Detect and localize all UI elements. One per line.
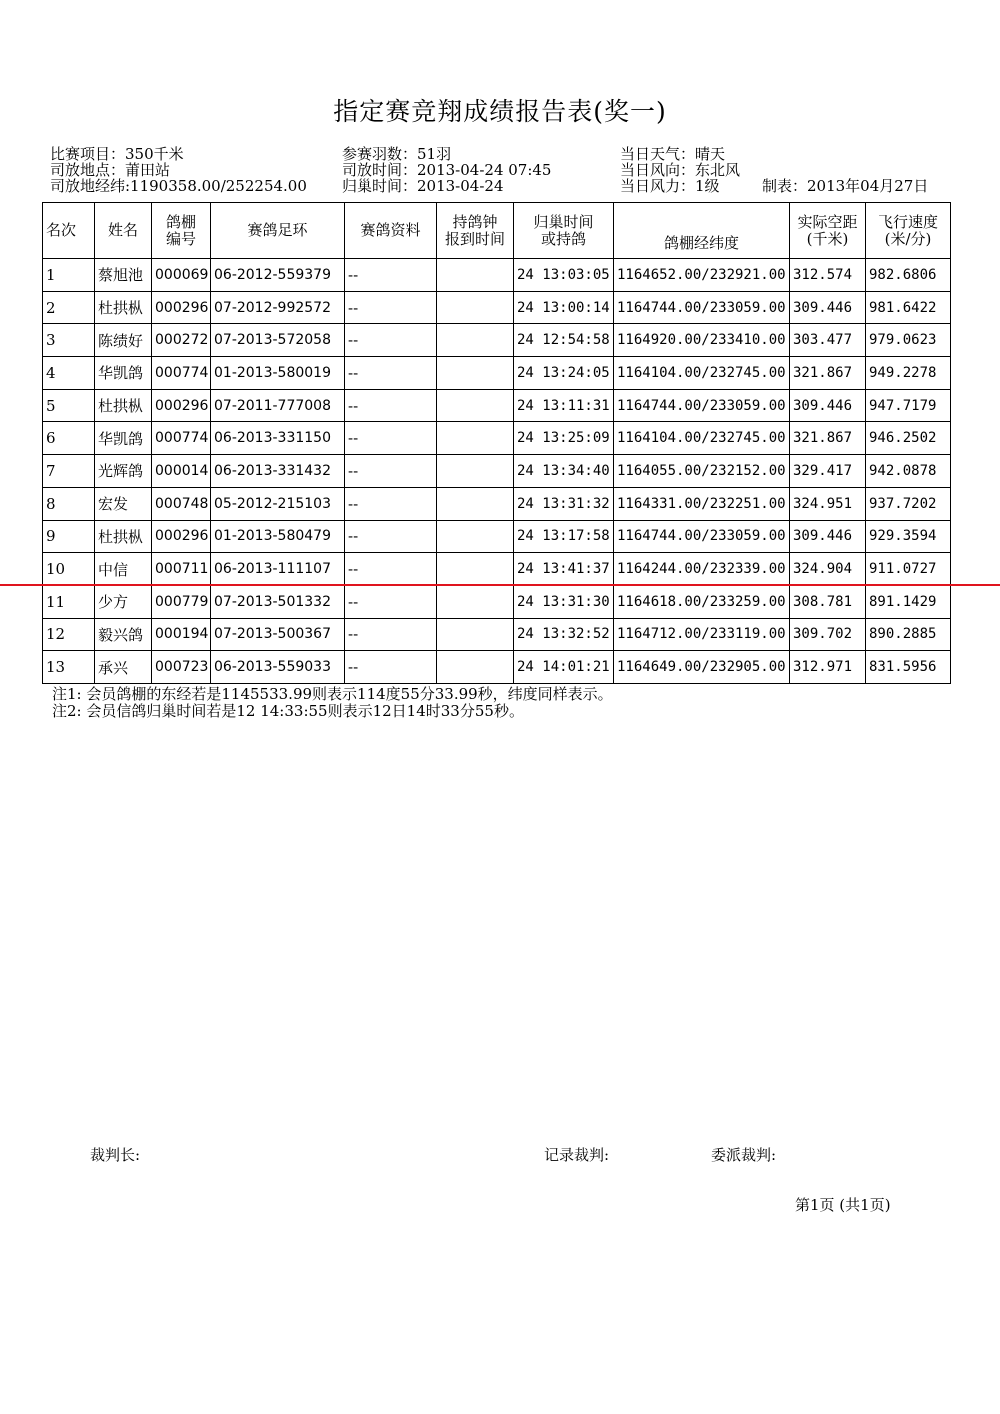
cell-arrival-time: 24 13:11:31 <box>514 389 614 422</box>
note-1: 注1: 会员鸽棚的东经若是1145533.99则表示114度55分33.99秒，纬度同样表示。 <box>52 685 613 703</box>
cell-rank: 3 <box>43 324 95 357</box>
cell-loft-id: 000194 <box>152 618 211 651</box>
cell-clock-time <box>437 520 514 553</box>
cell-name: 杜拱枞 <box>95 389 152 422</box>
cell-pigeon-info: -- <box>345 324 437 357</box>
cell-speed: 937.7202 <box>866 487 951 520</box>
table-row <box>43 553 951 586</box>
table-row <box>43 389 951 422</box>
cell-speed: 911.0727 <box>866 553 951 586</box>
header-distance <box>790 203 866 259</box>
cell-clock-time <box>437 618 514 651</box>
cell-clock-time <box>437 422 514 455</box>
cell-loft-coords: 1164744.00/233059.00 <box>614 389 790 422</box>
cell-arrival-time: 24 13:17:58 <box>514 520 614 553</box>
cell-ring: 07-2013-500367 <box>211 618 345 651</box>
cell-arrival-time: 24 13:24:05 <box>514 357 614 390</box>
cell-rank: 2 <box>43 291 95 324</box>
cell-arrival-time: 24 13:03:05 <box>514 259 614 292</box>
header-line: 归巢时间 <box>533 212 594 231</box>
cell-rank: 6 <box>43 422 95 455</box>
header-arrival-time <box>514 203 614 259</box>
cell-distance: 329.417 <box>790 455 866 488</box>
cell-loft-coords: 1164652.00/232921.00 <box>614 259 790 292</box>
cell-ring: 07-2011-777008 <box>211 389 345 422</box>
cell-loft-id: 000296 <box>152 291 211 324</box>
results-table <box>42 202 951 684</box>
cell-loft-id: 000748 <box>152 487 211 520</box>
info-wind-force: 当日风力：1级 <box>620 177 720 195</box>
info-project: 比赛项目：350千米 <box>50 145 184 163</box>
cell-loft-id: 000723 <box>152 651 211 684</box>
cell-arrival-time: 24 13:32:52 <box>514 618 614 651</box>
cell-distance: 309.446 <box>790 291 866 324</box>
cell-loft-coords: 1164055.00/232152.00 <box>614 455 790 488</box>
cell-clock-time <box>437 259 514 292</box>
cell-distance: 308.781 <box>790 585 866 618</box>
info-release-place: 司放地点：莆田站 <box>50 161 171 179</box>
table-row <box>43 651 951 684</box>
cell-clock-time <box>437 585 514 618</box>
cell-distance: 312.574 <box>790 259 866 292</box>
cell-ring: 06-2013-331432 <box>211 455 345 488</box>
cell-ring: 05-2012-215103 <box>211 487 345 520</box>
info-return-time: 归巢时间：2013-04-24 <box>342 177 504 195</box>
cell-loft-coords: 1164920.00/233410.00 <box>614 324 790 357</box>
cell-clock-time <box>437 487 514 520</box>
cell-pigeon-info: -- <box>345 422 437 455</box>
cell-distance: 324.904 <box>790 553 866 586</box>
cell-loft-coords: 1164104.00/232745.00 <box>614 357 790 390</box>
cell-rank: 1 <box>43 259 95 292</box>
table-header-row <box>43 203 951 259</box>
cell-speed: 982.6806 <box>866 259 951 292</box>
cell-name: 杜拱枞 <box>95 520 152 553</box>
cell-arrival-time: 24 13:00:14 <box>514 291 614 324</box>
cell-speed: 949.2278 <box>866 357 951 390</box>
cell-clock-time <box>437 553 514 586</box>
report-title: 指定赛竞翔成绩报告表(奖一) <box>333 97 667 126</box>
cell-pigeon-info: -- <box>345 259 437 292</box>
cell-loft-coords: 1164744.00/233059.00 <box>614 520 790 553</box>
cell-ring: 06-2013-331150 <box>211 422 345 455</box>
cell-pigeon-info: -- <box>345 357 437 390</box>
cell-ring: 06-2013-559033 <box>211 651 345 684</box>
header-speed-label <box>869 214 947 248</box>
info-release-coords: 司放地经纬:1190358.00/252254.00 <box>50 177 307 195</box>
cell-pigeon-info: -- <box>345 487 437 520</box>
header-line: 编号 <box>165 229 196 248</box>
cell-pigeon-info: -- <box>345 389 437 422</box>
info-release-time: 司放时间：2013-04-24 07:45 <box>342 161 552 179</box>
info-wind-direction: 当日风向：东北风 <box>620 161 741 179</box>
table-row <box>43 422 951 455</box>
cell-loft-id: 000296 <box>152 520 211 553</box>
chief-referee-label: 裁判长: <box>90 1146 141 1164</box>
cell-clock-time <box>437 389 514 422</box>
cell-name: 宏发 <box>95 487 152 520</box>
cell-arrival-time: 24 14:01:21 <box>514 651 614 684</box>
cell-distance: 312.971 <box>790 651 866 684</box>
header-line: 或持鸽 <box>540 229 586 248</box>
cell-pigeon-info: -- <box>345 553 437 586</box>
cell-pigeon-info: -- <box>345 651 437 684</box>
red-marker-line <box>0 584 1000 586</box>
header-line: (千米) <box>806 229 849 248</box>
info-made-date: 制表：2013年04月27日 <box>762 177 929 195</box>
cell-ring: 01-2013-580019 <box>211 357 345 390</box>
header-ring: 赛鸽足环 <box>211 203 345 259</box>
cell-rank: 4 <box>43 357 95 390</box>
cell-arrival-time: 24 13:41:37 <box>514 553 614 586</box>
cell-clock-time <box>437 291 514 324</box>
cell-speed: 890.2885 <box>866 618 951 651</box>
cell-name: 蔡旭池 <box>95 259 152 292</box>
cell-rank: 13 <box>43 651 95 684</box>
cell-distance: 309.446 <box>790 520 866 553</box>
cell-rank: 9 <box>43 520 95 553</box>
cell-arrival-time: 24 13:34:40 <box>514 455 614 488</box>
table-row <box>43 455 951 488</box>
header-distance-label <box>793 214 862 248</box>
table-row <box>43 487 951 520</box>
header-name: 姓名 <box>95 203 152 259</box>
cell-loft-coords: 1164649.00/232905.00 <box>614 651 790 684</box>
header-line: 飞行速度 <box>877 212 938 231</box>
cell-name: 华凯鸽 <box>95 357 152 390</box>
info-weather: 当日天气：晴天 <box>620 145 726 163</box>
cell-speed: 942.0878 <box>866 455 951 488</box>
cell-arrival-time: 24 13:31:32 <box>514 487 614 520</box>
cell-loft-coords: 1164104.00/232745.00 <box>614 422 790 455</box>
recording-referee-label: 记录裁判: <box>544 1146 610 1164</box>
cell-loft-id: 000774 <box>152 357 211 390</box>
cell-loft-coords: 1164712.00/233119.00 <box>614 618 790 651</box>
header-line: 实际空距 <box>797 212 858 231</box>
cell-loft-id: 000069 <box>152 259 211 292</box>
cell-pigeon-info: -- <box>345 455 437 488</box>
cell-rank: 11 <box>43 585 95 618</box>
cell-name: 光辉鸽 <box>95 455 152 488</box>
cell-loft-coords: 1164618.00/233259.00 <box>614 585 790 618</box>
header-rank: 名次 <box>43 203 95 259</box>
cell-clock-time <box>437 651 514 684</box>
cell-ring: 06-2012-559379 <box>211 259 345 292</box>
cell-rank: 12 <box>43 618 95 651</box>
cell-loft-coords: 1164744.00/233059.00 <box>614 291 790 324</box>
cell-clock-time <box>437 357 514 390</box>
cell-ring: 07-2013-572058 <box>211 324 345 357</box>
cell-speed: 891.1429 <box>866 585 951 618</box>
cell-pigeon-info: -- <box>345 520 437 553</box>
header-speed <box>866 203 951 259</box>
cell-loft-coords: 1164244.00/232339.00 <box>614 553 790 586</box>
note-2: 注2: 会员信鸽归巢时间若是12 14:33:55则表示12日14时33分55秒。 <box>52 702 524 720</box>
cell-arrival-time: 24 13:31:30 <box>514 585 614 618</box>
cell-loft-id: 000779 <box>152 585 211 618</box>
cell-rank: 7 <box>43 455 95 488</box>
cell-clock-time <box>437 455 514 488</box>
header-line: 鸽棚 <box>165 212 196 231</box>
cell-distance: 324.951 <box>790 487 866 520</box>
cell-pigeon-info: -- <box>345 291 437 324</box>
cell-speed: 947.7179 <box>866 389 951 422</box>
header-pigeon-info: 赛鸽资料 <box>345 203 437 259</box>
cell-speed: 946.2502 <box>866 422 951 455</box>
cell-name: 华凯鸽 <box>95 422 152 455</box>
cell-name: 承兴 <box>95 651 152 684</box>
cell-rank: 5 <box>43 389 95 422</box>
cell-loft-id: 000296 <box>152 389 211 422</box>
cell-name: 陈绩好 <box>95 324 152 357</box>
results-body <box>43 259 951 684</box>
cell-arrival-time: 24 13:25:09 <box>514 422 614 455</box>
cell-loft-coords: 1164331.00/232251.00 <box>614 487 790 520</box>
cell-ring: 07-2012-992572 <box>211 291 345 324</box>
cell-distance: 321.867 <box>790 422 866 455</box>
cell-clock-time <box>437 324 514 357</box>
header-line: 报到时间 <box>444 229 505 248</box>
info-entries: 参赛羽数：51羽 <box>342 145 452 163</box>
cell-distance: 309.702 <box>790 618 866 651</box>
cell-name: 少方 <box>95 585 152 618</box>
header-line: 持鸽钟 <box>452 212 498 231</box>
cell-loft-id: 000272 <box>152 324 211 357</box>
table-row <box>43 324 951 357</box>
header-loft-id <box>152 203 211 259</box>
page-number: 第1页 (共1页) <box>795 1196 891 1214</box>
table-row <box>43 357 951 390</box>
header-clock-time-label <box>440 214 510 248</box>
cell-rank: 8 <box>43 487 95 520</box>
cell-name: 中信 <box>95 553 152 586</box>
header-arrival-time-label <box>517 214 610 248</box>
cell-loft-id: 000014 <box>152 455 211 488</box>
cell-speed: 981.6422 <box>866 291 951 324</box>
cell-loft-id: 000774 <box>152 422 211 455</box>
table-row <box>43 618 951 651</box>
table-row <box>43 585 951 618</box>
table-row <box>43 520 951 553</box>
cell-arrival-time: 24 12:54:58 <box>514 324 614 357</box>
cell-pigeon-info: -- <box>345 585 437 618</box>
header-loft-coords: 鸽棚经纬度 <box>614 203 790 259</box>
cell-speed: 929.3594 <box>866 520 951 553</box>
cell-name: 毅兴鸽 <box>95 618 152 651</box>
cell-ring: 07-2013-501332 <box>211 585 345 618</box>
header-clock-time <box>437 203 514 259</box>
cell-ring: 01-2013-580479 <box>211 520 345 553</box>
notes <box>52 686 613 720</box>
header-line: (米/分) <box>884 229 932 248</box>
cell-name: 杜拱枞 <box>95 291 152 324</box>
cell-speed: 979.0623 <box>866 324 951 357</box>
delegate-referee-label: 委派裁判: <box>711 1146 777 1164</box>
cell-distance: 309.446 <box>790 389 866 422</box>
cell-rank: 10 <box>43 553 95 586</box>
cell-ring: 06-2013-111107 <box>211 553 345 586</box>
cell-distance: 321.867 <box>790 357 866 390</box>
cell-pigeon-info: -- <box>345 618 437 651</box>
cell-speed: 831.5956 <box>866 651 951 684</box>
header-loft-id-label <box>155 214 207 248</box>
cell-distance: 303.477 <box>790 324 866 357</box>
table-row <box>43 259 951 292</box>
cell-loft-id: 000711 <box>152 553 211 586</box>
table-row <box>43 291 951 324</box>
